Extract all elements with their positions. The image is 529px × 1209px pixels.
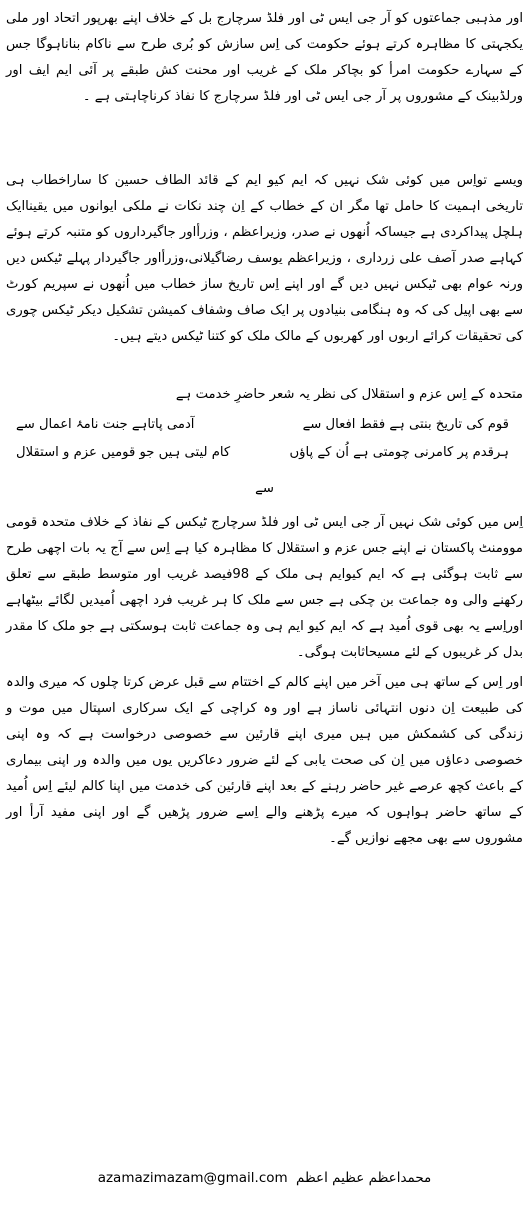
couplet-intro: متحدہ کے اِس عزم و استقلال کی نظر یہ شعر حاضرِ خدمت ہے bbox=[175, 387, 523, 402]
paragraph-1: اور مذہبی جماعتوں کو آر جی ایس ٹی اور فلڈ سرچارج بل کے خلاف اپنے بھرپور اتحاد اور ملی یکجہتی کا مظاہرہ کرتے ہوئے حکومت کی اِس سازش کو بُری طرح سے ناکام بناناہوگا جس کے سہارے حکومت امرأ کو بچاکر ملک کے غریب اور محنت کش طبقے پر آئی ایم ایف اور ورلڈبینک کے مشوروں پر آر جی ایس ٹی اور فلڈ سرچارج کا نفاذ کرناچاہتی ہے ۔ bbox=[6, 11, 523, 104]
paragraph-2: ویسے تواِس میں کوئی شک نہیں کہ ایم کیو ایم کے قائد الطاف حسین کا ساراخطاب ہی تاریخی اہمیت کا حامل تھا مگر ان کے خطاب کے اِن چند نکات نے ملکی ایوانوں میں یقیناایک ہلچل پیداکردی ہے جیساکہ اُنھوں نے صدر، وزیراعظم ، وزرأاور جاگیرداروں کو متنبہ کرتے ہوئے کہاہے صدر آصف علی زرداری ، وزیراعظم یوسف رضاگیلانی،وزرأاور جاگیردار پہلے ٹیکس دیں ورنہ عوام بھی ٹیکس نہیں دیں گے اور اپنے اِس تاریخ ساز خطاب میں اُنھوں نے سپریم کورٹ سے بھی اپیل کی کہ وہ ہنگامی بنیادوں پر ایک صاف وشفاف کمیشن تشکیل دیکر ٹیکس چوری کی تحقیقات کرائے اربوں اور کھربوں کے مالک ملک کو کتنا ٹیکس دیتے ہیں۔ bbox=[6, 173, 523, 344]
poem-couplet bbox=[6, 412, 523, 502]
couplet-line-1-first-half: قوم کی تاریخ بنتی ہے فقط افعال سے bbox=[302, 417, 509, 432]
paragraph-3: اِس میں کوئی شک نہیں آر جی ایس ٹی اور فلڈ سرچارج ٹیکس کے نفاذ کے خلاف متحدہ قومی موومنٹ پاکستان نے اپنے جس عزم و استقلال کا مظاہرہ کیا ہے اِس سے آج یہ بات اچھی طرح سے ثابت ہوگئی ہے کہ ایم کیوایم ہی ملک کے 98فیصد غریب اور متوسط طبقے سے تعلق رکھنے والی وہ جماعت بن چکی ہے جس سے ملک کا ہر غریب فرد اچھی اُمیدیں لگائے بیٹھاہے اوراِسے یہ بھی قوی اُمید ہے کہ ایم کیو ایم ہی وہ جماعت ثابت ہوسکتی ہے جو ملک کا مقدر بدل کر غریبوں کے لئے مسیحاثابت ہوگی۔ bbox=[6, 515, 523, 660]
couplet-line-1-second-half: آدمی پاتاہے جنت نامۂ اعمال سے bbox=[16, 417, 195, 432]
couplet-line-2-second-half: کام لیتی ہیں جو قومیں عزم و استقلال bbox=[16, 445, 231, 460]
couplet-line-1 bbox=[6, 412, 523, 438]
author-name: محمداعظم عظیم اعظم bbox=[295, 1170, 432, 1186]
couplet-line-2 bbox=[6, 440, 523, 466]
paragraph-4: اور اِس کے ساتھ ہی میں آخر میں اپنے کالم کے اختتام سے قبل عرض کرتا چلوں کہ میری والدہ کی طبیعت اِن دنوں انتہائی ناساز ہے اور وہ کراچی کے ایک سرکاری اسپتال میں موت و زندگی کی کشمکش میں ہیں میری اپنے قارئین سے خصوصی درخواست ہے کہ وہ اپنی خصوصی دعاؤں میں اِن کی صحت یابی کے لئے ضرور دعاکریں یوں میں والدہ ور اپنی بیماری کے باعث کچھ عرصے غیر حاضر رہنے کے بعد اپنے قارئین کی خدمت میں اپنا کالم لیئے اِس اُمید کے ساتھ حاضر ہواہوں کہ میرے پڑھنے والے اِسے ضرور پڑھیں گے اور اپنی مفید آرأ اور مشوروں سے بھی مجھے نوازیں گے۔ bbox=[6, 675, 523, 846]
couplet-line-2-overflow: سے bbox=[255, 481, 274, 496]
author-signature bbox=[0, 1168, 529, 1188]
article-body bbox=[6, 6, 523, 1008]
author-email[interactable]: azamazimazam@gmail.com bbox=[97, 1170, 288, 1186]
couplet-line-2-first-half: ہرقدم پر کامرنی چومتی ہے اُن کے پاؤں bbox=[289, 445, 509, 460]
